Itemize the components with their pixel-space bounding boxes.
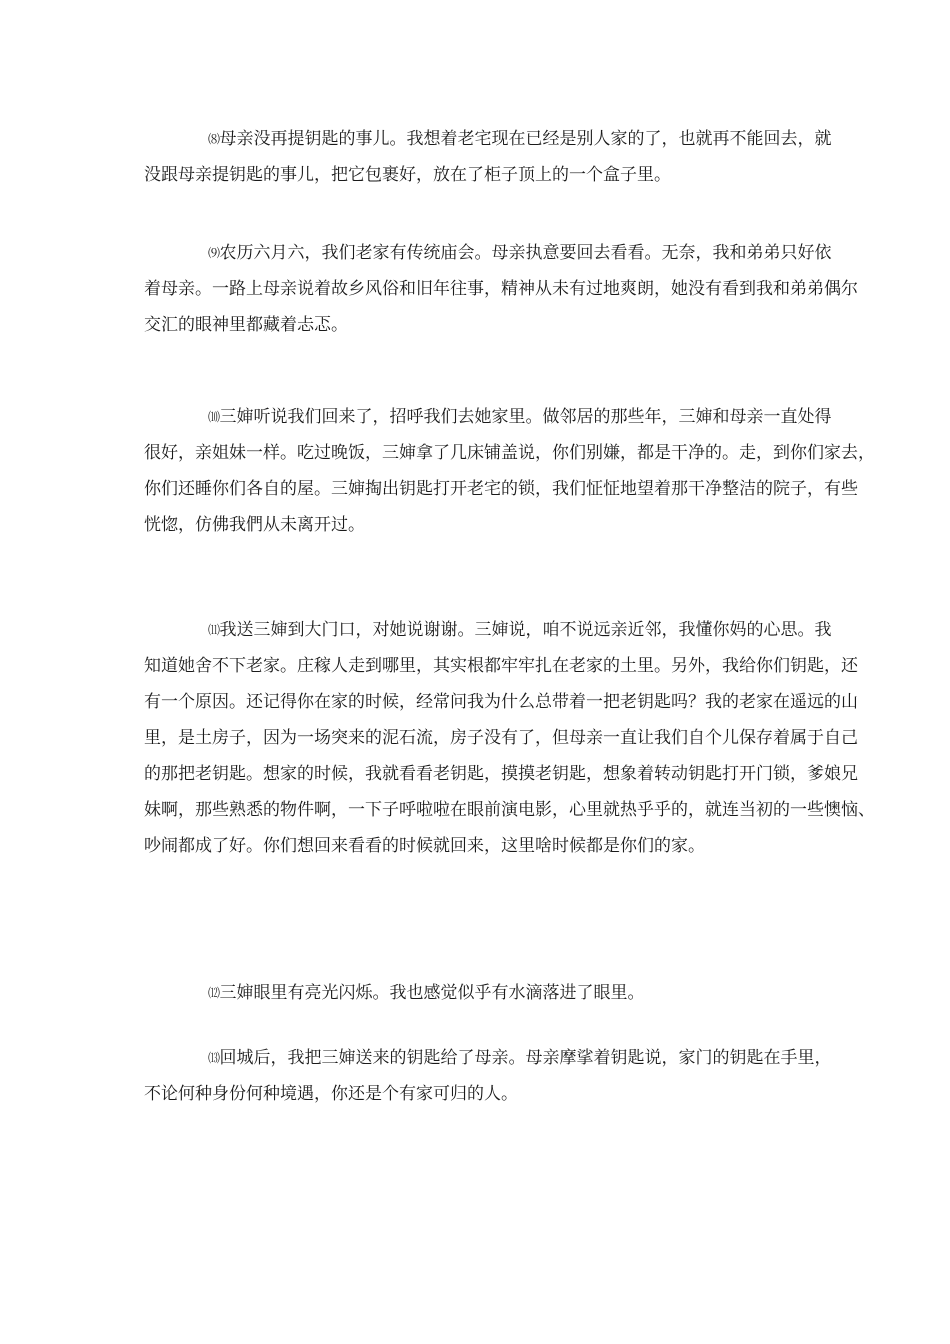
paragraph-line: 吵闹都成了好。你们想回来看看的时候就回来，这里啥时候都是你们的家。 [144, 836, 705, 856]
paragraph-number: ⒀ [208, 1051, 220, 1065]
paragraph-line: 三婶听说我们回来了，招呼我们去她家里。做邻居的那些年，三婶和母亲一直处得 [219, 407, 832, 427]
paragraph-9 [144, 235, 858, 343]
paragraph-line: 农历六月六，我们老家有传统庙会。母亲执意要回去看看。无奈，我和弟弟只好依 [219, 243, 832, 263]
paragraph-line: 恍惚，仿佛我們从未离开过。 [144, 515, 365, 535]
paragraph-8 [144, 121, 832, 193]
paragraph-10 [144, 399, 875, 543]
paragraph-number: ⑼ [208, 246, 220, 260]
paragraph-line: 着母亲。一路上母亲说着故乡风俗和旧年往事，精神从未有过地爽朗，她没有看到我和弟弟偶尔 [144, 279, 858, 299]
paragraph-line: 有一个原因。还记得你在家的时候，经常问我为什么总带着一把老钥匙吗？我的老家在遥远的山 [144, 692, 858, 712]
paragraph-number: ⑻ [208, 132, 220, 146]
paragraph-line: 回城后，我把三婶送来的钥匙给了母亲。母亲摩挲着钥匙说，家门的钥匙在手里， [219, 1048, 832, 1068]
paragraph-number: ⑿ [208, 986, 220, 1000]
paragraph-line: 没跟母亲提钥匙的事儿，把它包裹好，放在了柜子顶上的一个盒子里。 [144, 165, 671, 185]
paragraph-13 [144, 1040, 832, 1112]
paragraph-line: 知道她舍不下老家。庄稼人走到哪里，其实根都牢牢扎在老家的土里。另外，我给你们钥匙，还 [144, 656, 858, 676]
paragraph-line: 你们还睡你们各自的屋。三婶掏出钥匙打开老宅的锁，我们怔怔地望着那干净整洁的院子，有些 [144, 479, 858, 499]
paragraph-line: 里，是土房子，因为一场突来的泥石流，房子没有了，但母亲一直让我们自个儿保存着属于自己 [144, 728, 858, 748]
paragraph-line: 三婶眼里有亮光闪烁。我也感觉似乎有水滴落进了眼里。 [219, 983, 645, 1003]
paragraph-line: 母亲没再提钥匙的事儿。我想着老宅现在已经是别人家的了，也就再不能回去，就 [219, 129, 832, 149]
paragraph-line: 的那把老钥匙。想家的时候，我就看看老钥匙，摸摸老钥匙，想象着转动钥匙打开门锁，爹娘兄 [144, 764, 858, 784]
paragraph-line: 妹啊，那些熟悉的物件啊，一下子呼啦啦在眼前演电影，心里就热乎乎的，就连当初的一些懊恼、 [144, 800, 875, 820]
paragraph-line: 不论何种身份何种境遇，你还是个有家可归的人。 [144, 1084, 518, 1104]
paragraph-line: 交汇的眼神里都藏着忐忑。 [144, 315, 348, 335]
paragraph-11 [144, 612, 875, 864]
paragraph-12 [144, 975, 816, 1011]
paragraph-number: ⑽ [208, 410, 220, 424]
paragraph-line: 我送三婶到大门口，对她说谢谢。三婶说，咱不说远亲近邻，我懂你妈的心思。我 [219, 620, 832, 640]
paragraph-line: 很好，亲姐妹一样。吃过晚饭，三婶拿了几床铺盖说，你们别嫌，都是干净的。走，到你们家去， [144, 443, 875, 463]
paragraph-number: ⑾ [208, 623, 220, 637]
